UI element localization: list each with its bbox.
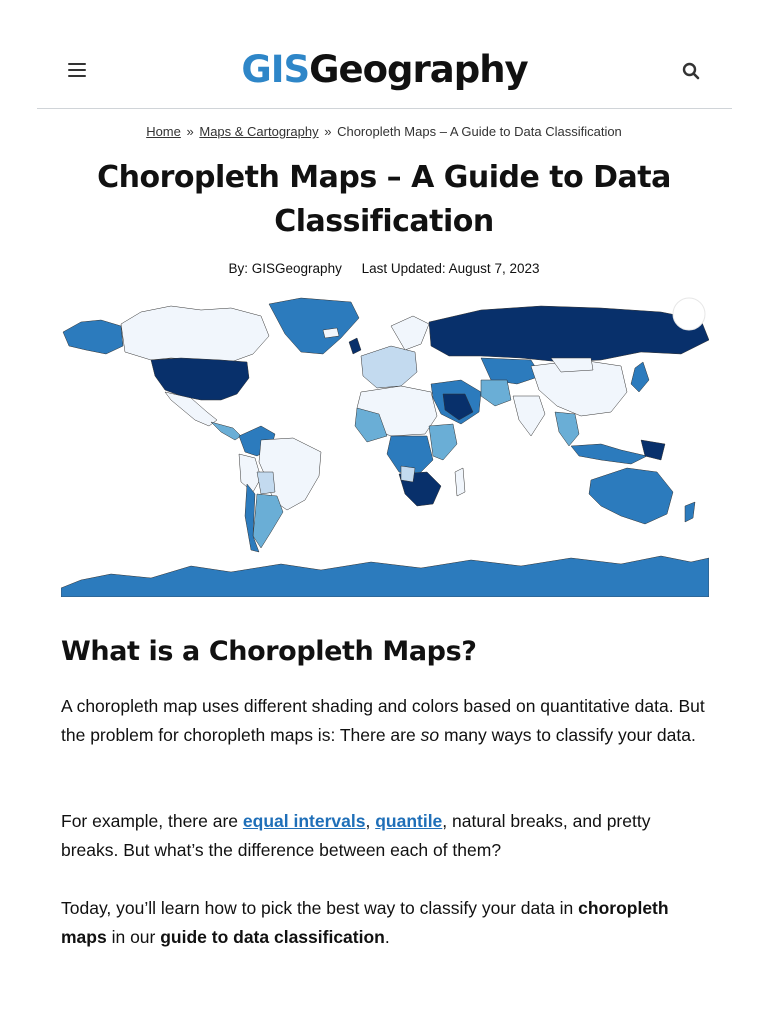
p2-text-a: For example, there are [61,811,243,831]
breadcrumb-current: Choropleth Maps – A Guide to Data Classification [337,124,622,139]
p3-bold-guide: guide to data classification [160,927,385,947]
breadcrumb [0,124,768,139]
logo-gis: GIS [241,48,310,91]
p3-bold-choropleth-maps: choropleth maps [61,898,669,947]
post-author: By: GISGeography [228,261,342,276]
p3-text-c: . [384,927,390,947]
post-meta [0,261,768,276]
intro-paragraph-1 [61,692,711,750]
search-icon[interactable] [682,62,700,80]
site-header [37,30,732,109]
logo-geography: Geography [309,48,528,91]
post-updated-date: Last Updated: August 7, 2023 [361,261,540,276]
site-logo[interactable] [37,46,732,94]
breadcrumb-maps-link[interactable]: Maps & Cartography [199,124,319,139]
choropleth-world-map-image [61,296,709,597]
quantile-link[interactable]: quantile [375,811,443,831]
breadcrumb-separator: » [324,124,332,139]
p2-comma: , [365,811,371,831]
p1-emphasis: so [420,725,440,745]
p3-text-a: Today, you’ll learn how to pick the best way to classify your data in [61,898,579,918]
breadcrumb-separator: » [186,124,194,139]
p1-text-b: many ways to classify your data. [439,725,696,745]
breadcrumb-home-link[interactable]: Home [146,124,181,139]
p3-text-b: in our [106,927,161,947]
p2-text-b: , natural breaks, and pretty breaks. But what’s the difference between each of them? [61,811,651,860]
page-title: Choropleth Maps – A Guide to Data Classification [97,160,671,239]
equal-intervals-link[interactable]: equal intervals [242,811,366,831]
intro-paragraph-2 [61,807,711,865]
intro-paragraph-3 [61,894,711,952]
section-heading: What is a Choropleth Maps? [61,636,477,667]
p1-text-a: A choropleth map uses different shading and colors based on quantitative data. But the problem for choropleth maps is: There are [61,696,705,745]
